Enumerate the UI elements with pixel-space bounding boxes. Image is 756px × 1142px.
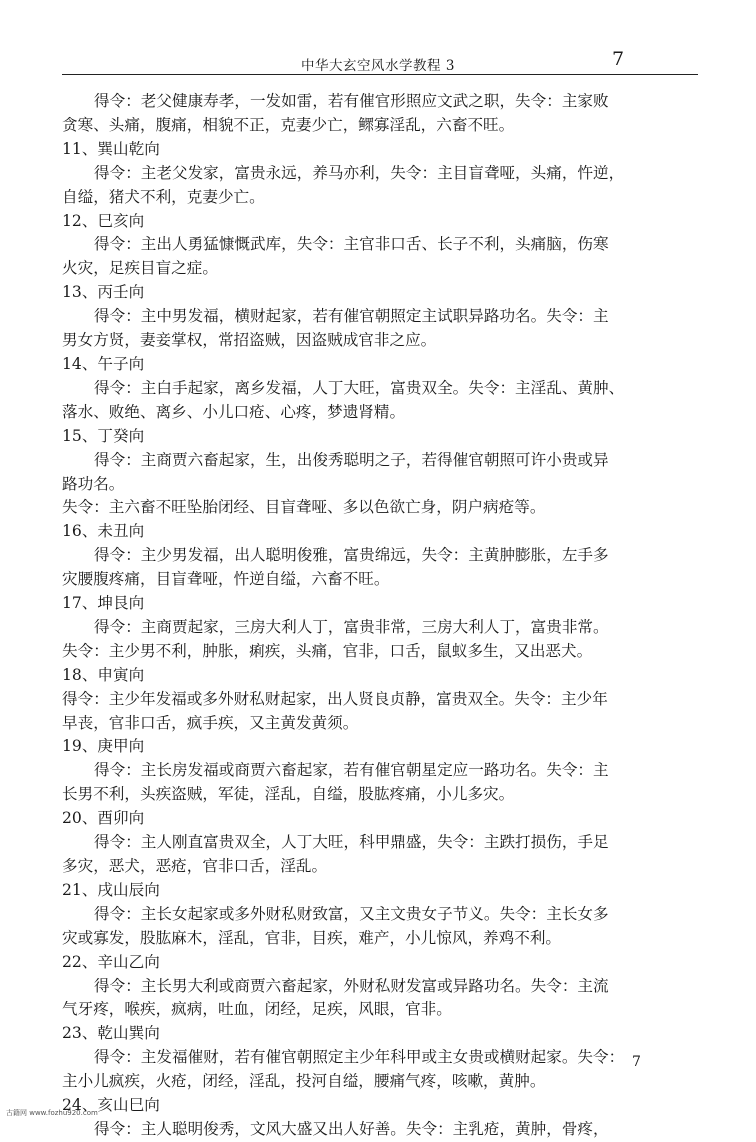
text-line: 得令：主白手起家，离乡发福，人丁大旺，富贵双全。失令：主淫乱、黄肿、 xyxy=(94,378,625,397)
text-line: 得令：主出人勇猛慷慨武库，失令：主官非口舌、长子不利，头痛脑，伤寒 xyxy=(94,235,609,254)
body-text xyxy=(62,90,698,1142)
section-heading: 24、亥山巳向 xyxy=(62,1096,160,1115)
header-page-number: 7 xyxy=(612,48,625,70)
text-line: 长男不利，头疾盗贼，军徒，淫乱，自缢，股肱疼痛，小儿多灾。 xyxy=(62,785,515,804)
text-line: 贪寒、头痛，腹痛，相貌不正，克妻少亡，鳏寡淫乱，六畜不旺。 xyxy=(62,115,515,134)
section-heading: 21、戌山辰向 xyxy=(62,880,160,899)
footer-page-number: 7 xyxy=(632,1054,641,1070)
text-line: 得令：主商贾六畜起家，生，出俊秀聪明之子，若得催官朝照可许小贵或异 xyxy=(94,450,609,469)
section-heading: 14、午子向 xyxy=(62,354,145,373)
text-line: 得令：主中男发福，横财起家，若有催官朝照定主试职异路功名。失令：主 xyxy=(94,307,609,326)
text-line: 得令：主长房发福或商贾六畜起家，若有催官朝星定应一路功名。失令：主 xyxy=(94,761,609,780)
text-line: 多灾，恶犬，恶疮，官非口舌，淫乱。 xyxy=(62,857,328,875)
text-line: 得令：主少男发福，出人聪明俊雅，富贵绵远，失令：主黄肿膨胀，左手多 xyxy=(94,546,609,565)
section-heading: 22、辛山乙向 xyxy=(62,952,160,971)
text-line: 得令：主人刚直富贵双全，人丁大旺，科甲鼎盛，失令：主跌打损伤，手足 xyxy=(94,833,609,852)
section-heading: 12、巳亥向 xyxy=(62,211,145,230)
text-line: 早丧，官非口舌，疯手疾，又主黄发黄须。 xyxy=(62,713,359,732)
section-heading: 17、坤艮向 xyxy=(62,594,145,613)
text-line: 失令：主少男不利，肿胀，痢疾，头痛，官非，口舌，鼠蚁多生，又出恶犬。 xyxy=(62,641,593,660)
section-heading: 11、巽山乾向 xyxy=(62,139,160,158)
text-line: 火灾，足疾目盲之症。 xyxy=(62,259,218,278)
text-line: 得令：主长男大利或商贾六畜起家，外财私财发富或异路功名。失令：主流 xyxy=(94,976,609,995)
text-line: 得令：主少年发福或多外财私财起家，出人贤良贞静，富贵双全。失令：主少年 xyxy=(62,689,608,708)
section-heading: 15、丁癸向 xyxy=(62,426,145,445)
text-line: 得令：主老父发家，富贵永远，养马亦利，失令：主目盲聋哑，头痛，忤逆， xyxy=(94,163,625,182)
text-line: 落水、败绝、离乡、小儿口疮、心疼，梦遗肾精。 xyxy=(62,402,406,421)
text-line: 得令：主发福催财，若有催官朝照定主少年科甲或主女贵或横财起家。失令： xyxy=(94,1048,625,1067)
text-line: 气牙疼，喉疾，疯病，吐血，闭经，足疾，风眼，官非。 xyxy=(62,1000,452,1019)
text-line: 男女方贤，妻妾掌权，常招盗贼，因盗贼成官非之应。 xyxy=(62,331,437,350)
text-line: 得令：主人聪明俊秀，文风大盛又出人好善。失令：主乳疮，黄肿，骨疼， xyxy=(94,1119,609,1138)
text-line: 路功名。 xyxy=(62,474,125,493)
text-line: 得令：主商贾起家，三房大利人丁，富贵非常，三房大利人丁，富贵非常。 xyxy=(94,617,609,636)
running-header-title: 中华大玄空风水学教程 3 xyxy=(301,58,455,74)
header-rule xyxy=(62,74,698,75)
text-line: 自缢，猪犬不利，克妻少亡。 xyxy=(62,187,265,206)
text-line: 灾或寡发，股肱麻木，淫乱，官非，目疾，难产，小儿惊风，养鸡不利。 xyxy=(62,928,562,947)
section-heading: 23、乾山巽向 xyxy=(62,1024,160,1043)
text-line: 失令：主六畜不旺坠胎闭经、目盲聋哑、多以色欲亡身，阴户病疮等。 xyxy=(62,498,546,517)
section-heading: 19、庚甲向 xyxy=(62,737,145,756)
text-line: 得令：主长女起家或多外财私财致富，又主文贵女子节义。失令：主长女多 xyxy=(94,904,609,923)
text-line: 得令：老父健康寿孝，一发如雷，若有催官形照应文武之职，失令：主家败 xyxy=(94,92,609,110)
source-watermark: 古籍网 www.fozhu920.com xyxy=(6,1109,98,1117)
text-line: 灾腰腹疼痛，目盲聋哑，忤逆自缢，六畜不旺。 xyxy=(62,570,390,589)
section-heading: 16、未丑向 xyxy=(62,522,145,541)
section-heading: 20、酉卯向 xyxy=(62,809,145,828)
section-heading: 18、申寅向 xyxy=(62,665,145,684)
text-line: 主小儿疯疾，火疮，闭经，淫乱，投河自缢，腰痛气疼，咳嗽，黄肿。 xyxy=(62,1072,546,1091)
section-heading: 13、丙壬向 xyxy=(62,283,145,302)
